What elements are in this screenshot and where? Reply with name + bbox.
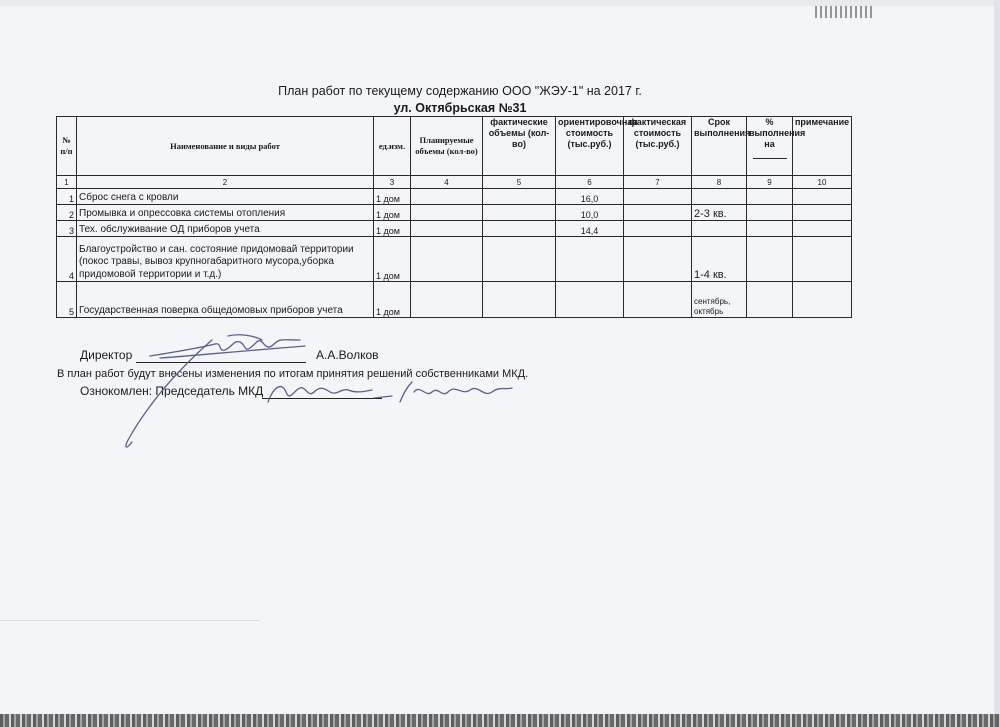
- col-number: 10: [793, 176, 852, 189]
- chairman-signature: [414, 388, 512, 394]
- row-unit: 1 дом: [374, 221, 411, 237]
- col-number: 7: [624, 176, 692, 189]
- header-act-cost: фактическая стоимость (тыс.руб.): [624, 117, 692, 176]
- row-num: 3: [57, 221, 77, 237]
- document-subtitle: ул. Октябрьская №31: [393, 101, 527, 115]
- row-num: 2: [57, 205, 77, 221]
- blank-line: [753, 150, 787, 159]
- header-actual: фактические объемы (кол-во): [483, 117, 556, 176]
- row-percent: [747, 205, 793, 221]
- header-planned: Планируемые объемы (кол-во): [411, 117, 483, 176]
- row-actual: [483, 221, 556, 237]
- chairman-signature: [400, 382, 412, 402]
- table-header-row: [57, 117, 852, 176]
- row-actual: [483, 205, 556, 221]
- table-row: [57, 237, 852, 282]
- column-number-row: [57, 176, 852, 189]
- row-percent: [747, 282, 793, 318]
- row-name: Сброс снега с кровли: [77, 189, 374, 205]
- row-num: 1: [57, 189, 77, 205]
- row-name: Благоустройство и сан. состояние придомовай территории (покос травы, вывоз крупногабаритного мусора,уборка придомовой территории и т.д.): [77, 237, 374, 282]
- chairman-signature: [268, 387, 372, 402]
- row-unit: 1 дом: [374, 189, 411, 205]
- acknowledgement: Ознокомлен: Председатель МКД: [80, 384, 264, 398]
- header-percent-label: % выполнения: [749, 117, 806, 138]
- director-signature: [150, 340, 300, 356]
- row-est-cost: [556, 237, 624, 282]
- row-note: [793, 205, 852, 221]
- row-unit: 1 дом: [374, 237, 411, 282]
- row-est-cost: [556, 282, 624, 318]
- row-est-cost: 16,0: [556, 189, 624, 205]
- col-number: 6: [556, 176, 624, 189]
- row-est-cost: 10,0: [556, 205, 624, 221]
- row-note: [793, 237, 852, 282]
- director-name: А.А.Волков: [316, 348, 379, 362]
- row-planned: [411, 282, 483, 318]
- row-note: [793, 282, 852, 318]
- signature-underline: [262, 398, 382, 399]
- row-note: [793, 189, 852, 205]
- document-title: План работ по текущему содержанию ООО "ЖЭУ-1" на 2017 г.: [278, 84, 642, 98]
- row-planned: [411, 221, 483, 237]
- row-est-cost: 14,4: [556, 221, 624, 237]
- row-num: 5: [57, 282, 77, 318]
- director-signature-line: [80, 348, 379, 362]
- row-percent: [747, 189, 793, 205]
- header-unit: ед.изм.: [374, 117, 411, 176]
- row-act-cost: [624, 237, 692, 282]
- row-planned: [411, 189, 483, 205]
- header-note: примечание: [793, 117, 852, 176]
- row-planned: [411, 205, 483, 221]
- work-plan-table: [56, 116, 852, 318]
- row-actual: [483, 237, 556, 282]
- scan-artifact: [0, 714, 1000, 727]
- row-act-cost: [624, 205, 692, 221]
- row-num: 4: [57, 237, 77, 282]
- scan-edge: [994, 0, 1000, 727]
- scan-artifact: [0, 620, 260, 621]
- row-term: сентябрь, октябрь: [692, 282, 747, 318]
- col-number: 9: [747, 176, 793, 189]
- director-signature: [228, 335, 262, 340]
- header-term: Срок выполнения: [692, 117, 747, 176]
- header-name: Наименование и виды работ: [77, 117, 374, 176]
- row-unit: 1 дом: [374, 205, 411, 221]
- row-note: [793, 221, 852, 237]
- signature-underline: [136, 362, 306, 363]
- col-number: 2: [77, 176, 374, 189]
- director-signature: [160, 346, 305, 358]
- row-term: [692, 221, 747, 237]
- header-est-cost: ориентировочная стоимость (тыс.руб.): [556, 117, 624, 176]
- table-row: [57, 205, 852, 221]
- row-act-cost: [624, 221, 692, 237]
- row-unit: 1 дом: [374, 282, 411, 318]
- header-num: № п/п: [57, 117, 77, 176]
- row-actual: [483, 282, 556, 318]
- table-row: [57, 282, 852, 318]
- row-term: 2-3 кв.: [692, 205, 747, 221]
- row-percent: [747, 237, 793, 282]
- row-name: Промывка и опрессовка системы отопления: [77, 205, 374, 221]
- row-term: [692, 189, 747, 205]
- col-number: 5: [483, 176, 556, 189]
- row-planned: [411, 237, 483, 282]
- col-number: 8: [692, 176, 747, 189]
- row-name: Государственная поверка общедомовых приборов учета: [77, 282, 374, 318]
- row-percent: [747, 221, 793, 237]
- scan-artifact: [815, 6, 875, 18]
- table-row: [57, 189, 852, 205]
- table-row: [57, 221, 852, 237]
- director-label: Директор: [80, 348, 133, 362]
- row-name: Тех. обслуживание ОД приборов учета: [77, 221, 374, 237]
- row-actual: [483, 189, 556, 205]
- col-number: 4: [411, 176, 483, 189]
- col-number: 3: [374, 176, 411, 189]
- row-term: 1-4 кв.: [692, 237, 747, 282]
- row-act-cost: [624, 282, 692, 318]
- plan-note: В план работ будут внесены изменения по итогам принятия решений собственниками МКД.: [57, 368, 529, 380]
- header-percent: [747, 117, 806, 176]
- header-percent-on: на: [764, 139, 775, 149]
- row-act-cost: [624, 189, 692, 205]
- col-number: 1: [57, 176, 77, 189]
